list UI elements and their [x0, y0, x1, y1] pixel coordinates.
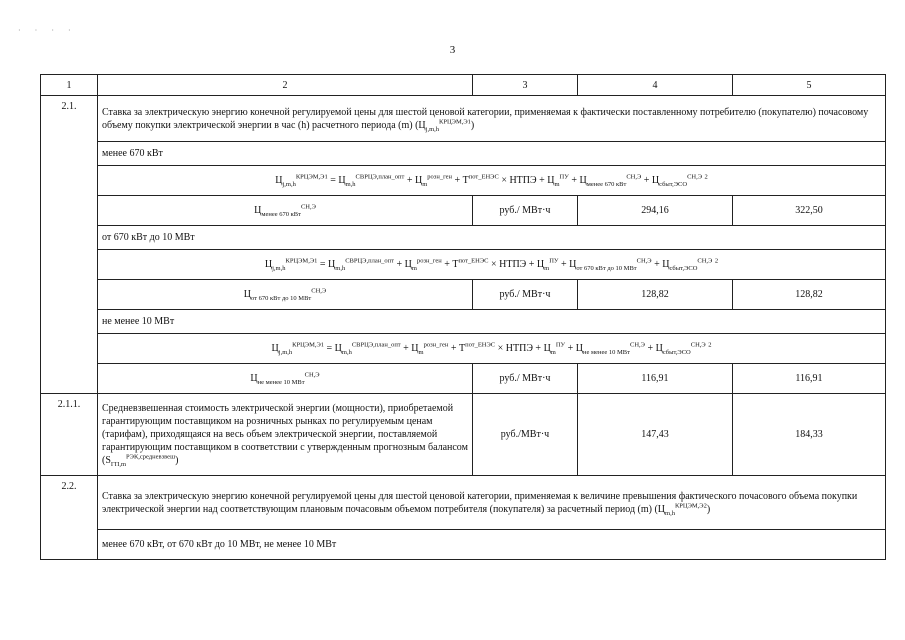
f-lhs-sub: j,m,h: [278, 349, 293, 356]
f-t6-sub: сбыт,ЭСО: [662, 349, 691, 356]
unit-cell: руб./ МВт·ч: [473, 364, 578, 394]
f-t5: Ц: [569, 259, 577, 270]
f-t6-sup: СН,Э: [687, 173, 703, 181]
component-symbol: [98, 280, 473, 310]
group-label-row: [41, 226, 886, 250]
f-t1-sup: СВРЦЭ,план_опт: [351, 341, 401, 349]
f-t5-sup: СН,Э: [626, 173, 642, 181]
f-t2-sub: m: [411, 265, 417, 272]
group-label: менее 670 кВт, от 670 кВт до 10 МВт, не менее 10 МВт: [98, 530, 886, 560]
unit-cell: руб./ МВт·ч: [473, 196, 578, 226]
f-mid: × НТПЭ +: [497, 343, 542, 354]
row-2-1-description: [98, 96, 886, 142]
f-t3: T: [452, 259, 459, 270]
f-t3-sup: пот_ЕНЭС: [465, 341, 496, 349]
value-col-5: 322,50: [733, 196, 886, 226]
row-2-2-title-text: Ставка за электрическую энергию конечной регулируемой цены для шестой ценовой категории, применяемая к величине превышения фактического почасового объема покупки электрической энергии над соответствующим плановым почасовым объемом потребителя (покупателя) за расчетный период (m) (Ц: [102, 490, 858, 515]
value-col-4: 116,91: [578, 364, 733, 394]
f-lhs-sub: j,m,h: [282, 181, 296, 188]
f-t1-sup: СВРЦЭ,план_опт: [345, 257, 395, 265]
f-footnote: 2: [704, 173, 708, 181]
f-mid: × НТПЭ +: [490, 259, 535, 270]
value-col-5: 116,91: [733, 364, 886, 394]
group-label-row: [41, 310, 886, 334]
f-t3-sup: пот_ЕНЭС: [468, 173, 499, 181]
formula-row: [41, 166, 886, 196]
comp-sub: менее 670 кВт: [261, 211, 301, 218]
f-t2-sup: розн_ген: [416, 257, 442, 265]
value-col-4: 128,82: [578, 280, 733, 310]
row-2-1-title-text: Ставка за электрическую энергию конечной регулируемой цены для шестой ценовой категории, применяемая к фактически поставленному потребителю (покупателю) почасовому объему покупки электрической энергии в час (h) расчетного периода (m) (Ц: [102, 106, 869, 131]
f-t4: Ц: [536, 259, 545, 270]
f-t2: Ц: [404, 259, 412, 270]
f-t1-sub: m,h: [335, 265, 346, 272]
row-number-2-2: 2.2.: [41, 476, 98, 560]
f-t4-sup: ПУ: [555, 341, 566, 349]
row-2-1-1-text: Средневзвешенная стоимость электрической энергии (мощности), приобретаемой гарантирующим поставщиком на розничных рынках по регулируемым ценам (тарифам), приходящаяся на весь объем электрической энергии, поставляемой гарантирующим поставщиком в соответствии с утвержденным прогнозным балансом (S: [102, 403, 468, 466]
component-symbol: [98, 196, 473, 226]
f-t2: Ц: [411, 343, 419, 354]
f-t6-sup: СН,Э: [697, 257, 713, 265]
f-lhs-sup: КРЦЭМ,Э1: [295, 173, 328, 181]
formula: $Ц_{j,m,h}^{КРЦЭМ,Э1} = Ц_{m,h}^{СВРЦЭ,план\_опт} + Ц_m^{розн\_ген} + T^{пот\_ЕНЭС}$ × НТПЭ + $Ц_m^{ПУ} + Ц_{от 670 кВт до 10 МВт}^{СН,Э} + Ц_{сбыт,ЭСО}^{СН,Э}$ $^2$: [98, 250, 886, 280]
row-2-1-title-sup: КРЦЭМ,Э1: [439, 118, 471, 126]
comp-sym: Ц: [243, 289, 252, 300]
formula-row: [41, 250, 886, 280]
f-t2-sub: m: [418, 349, 424, 356]
f-t4-sup: ПУ: [549, 257, 559, 265]
f-t4-sup: ПУ: [559, 173, 569, 181]
header-col-3: 3: [473, 75, 578, 96]
comp-sym: Ц: [254, 205, 262, 216]
f-footnote: 2: [708, 341, 712, 349]
f-lhs: Ц: [264, 259, 273, 270]
f-t1-sup: СВРЦЭ,план_опт: [355, 173, 405, 181]
f-t6: Ц: [651, 175, 660, 186]
f-t4-sub: m: [544, 265, 550, 272]
row-number-2-1: 2.1.: [41, 96, 98, 394]
f-t5-sup: СН,Э: [636, 257, 652, 265]
f-t4-sub: m: [554, 181, 560, 188]
f-t6-sub: сбыт,ЭСО: [659, 181, 688, 188]
row-2-1-1-sub: ГП,m: [110, 461, 127, 468]
row-2-2-title-end: ): [706, 503, 711, 515]
f-t6-sub: сбыт,ЭСО: [669, 265, 698, 272]
row-2-1-1-end: ): [175, 455, 179, 466]
header-col-4: 4: [578, 75, 733, 96]
value-col-5: 184,33: [733, 394, 886, 476]
f-t5-sub: менее 670 кВт: [586, 181, 627, 188]
comp-sup: СН,Э: [304, 371, 320, 379]
f-t2-sup: розн_ген: [427, 173, 453, 181]
f-t4: Ц: [547, 175, 555, 186]
f-lhs-sub: j,m,h: [272, 265, 286, 272]
comp-sup: СН,Э: [311, 287, 327, 295]
f-t1: Ц: [334, 343, 342, 354]
f-t6: Ц: [662, 259, 670, 270]
row-2-2-title-sub: m,h: [665, 509, 675, 517]
row-2-1-1: [41, 394, 886, 476]
value-col-5: 128,82: [733, 280, 886, 310]
f-t4: Ц: [543, 343, 551, 354]
f-t1: Ц: [338, 175, 346, 186]
group-label: не менее 10 МВт: [98, 310, 886, 334]
row-2-1-1-description: [98, 394, 473, 476]
row-number-2-1-1: 2.1.1.: [41, 394, 98, 476]
f-lhs-sup: КРЦЭМ,Э1: [292, 341, 325, 349]
f-t5: Ц: [575, 343, 584, 354]
f-t1-sub: m,h: [345, 181, 356, 188]
row-2-1-title-sub: j,m,h: [425, 125, 440, 133]
f-t5-sub: не менее 10 МВт: [583, 349, 630, 356]
row-2-1-title-end: ): [470, 119, 475, 131]
f-lhs: Ц: [271, 343, 279, 354]
group-label: от 670 кВт до 10 МВт: [98, 226, 886, 250]
header-col-1: 1: [41, 75, 98, 96]
value-row: [41, 280, 886, 310]
f-t6: Ц: [655, 343, 663, 354]
comp-sup: СН,Э: [300, 203, 316, 211]
f-t1: Ц: [328, 259, 336, 270]
f-lhs-sup: КРЦЭМ,Э1: [285, 257, 318, 265]
row-2-2-label: [41, 530, 886, 560]
group-label: менее 670 кВт: [98, 142, 886, 166]
page-number: 3: [449, 44, 456, 56]
scan-specks: · · · ·: [18, 26, 77, 35]
component-symbol: [98, 364, 473, 394]
value-row: [41, 364, 886, 394]
f-t2-sub: m: [422, 181, 428, 188]
comp-sub: от 670 кВт до 10 МВт: [251, 295, 312, 302]
tariff-table: [40, 74, 886, 560]
f-t2-sup: розн_ген: [423, 341, 449, 349]
group-label-row: [41, 142, 886, 166]
row-2-2-title: [41, 476, 886, 530]
row-2-1-1-sup: РЭК,средневзвеш: [126, 453, 176, 461]
value-col-4: 147,43: [578, 394, 733, 476]
row-2-2-description: [98, 476, 886, 530]
unit-cell: руб./МВт·ч: [473, 394, 578, 476]
f-mid: × НТПЭ +: [501, 175, 545, 186]
header-row: [41, 75, 886, 96]
header-col-5: 5: [733, 75, 886, 96]
f-t3: T: [462, 175, 469, 186]
f-t5-sup: СН,Э: [629, 341, 645, 349]
f-lhs: Ц: [275, 175, 283, 186]
row-2-2-title-sup: КРЦЭМ,Э2: [674, 502, 707, 510]
f-t2: Ц: [414, 175, 423, 186]
formula: $Ц_{j,m,h}^{КРЦЭМ,Э1} = Ц_{m,h}^{СВРЦЭ,план\_опт} + Ц_m^{розн\_ген} + T^{пот\_ЕНЭС}$ × НТПЭ + $Ц_m^{ПУ} + Ц_{менее 670 кВт}^{СН,Э} + Ц_{сбыт,ЭСО}^{СН,Э}$ $^2$: [98, 166, 886, 196]
f-footnote: 2: [714, 257, 719, 265]
row-2-1-title: [41, 96, 886, 142]
f-t6-sup: СН,Э: [690, 341, 706, 349]
f-t1-sub: m,h: [341, 349, 352, 356]
value-row: [41, 196, 886, 226]
unit-cell: руб./ МВт·ч: [473, 280, 578, 310]
value-col-4: 294,16: [578, 196, 733, 226]
formula: $Ц_{j,m,h}^{КРЦЭМ,Э1} = Ц_{m,h}^{СВРЦЭ,план\_опт} + Ц_m^{розн\_ген} + T^{пот\_ЕНЭС}$ × НТПЭ + $Ц_m^{ПУ} + Ц_{не менее 10 МВт}^{СН,Э} + Ц_{сбыт,ЭСО}^{СН,Э}$ $^2$: [98, 334, 886, 364]
f-t3: T: [458, 343, 466, 354]
f-t3-sup: пот_ЕНЭС: [458, 257, 489, 265]
f-t5-sub: от 670 кВт до 10 МВт: [576, 265, 637, 272]
comp-sub: не менее 10 МВт: [257, 379, 305, 386]
f-t5: Ц: [579, 175, 587, 186]
f-t4-sub: m: [550, 349, 556, 356]
formula-row: [41, 334, 886, 364]
comp-sym: Ц: [250, 373, 258, 384]
header-col-2: 2: [98, 75, 473, 96]
